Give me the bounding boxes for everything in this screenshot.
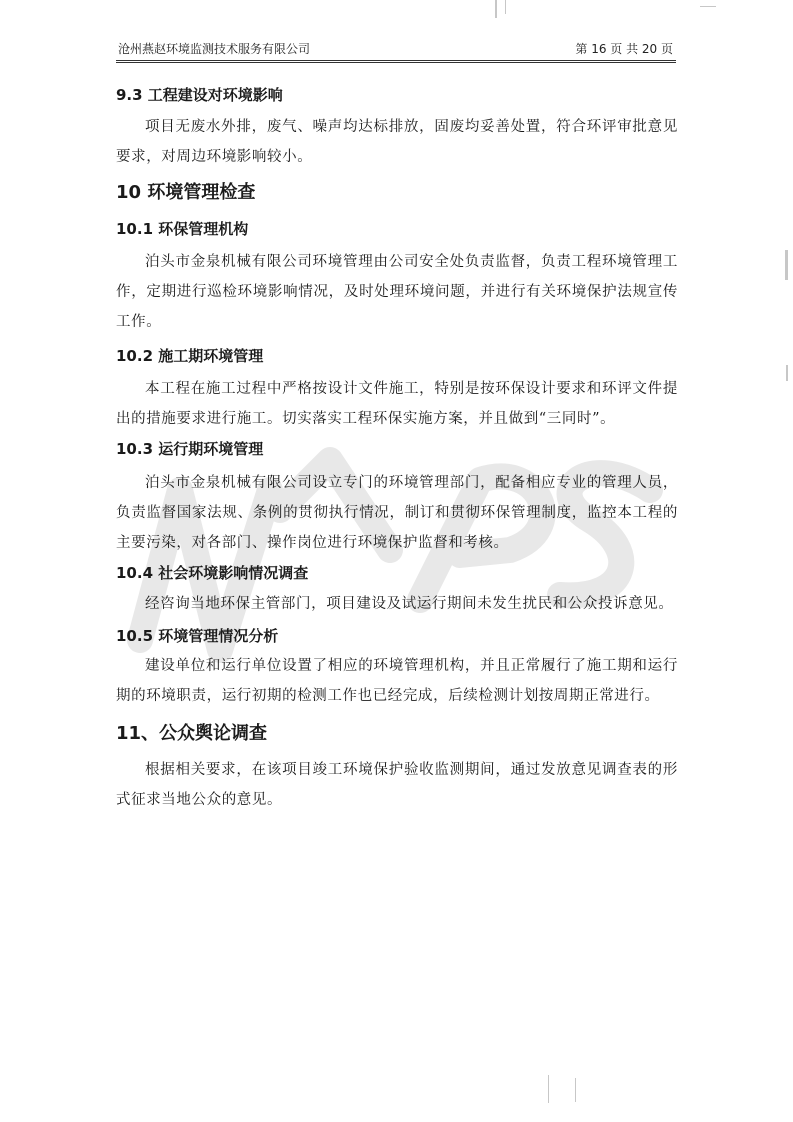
scan-artifact [785, 250, 788, 280]
paragraph-10-3: 泊头市金泉机械有限公司设立专门的环境管理部门，配备相应专业的管理人员，负责监督国家法规、条例的贯彻执行情况，制订和贯彻环保管理制度，监控本工程的主要污染，对各部门、操作岗位进行环境保护监督和考核。 [116, 475, 678, 551]
paragraph-10-1: 泊头市金泉机械有限公司环境管理由公司安全处负责监督，负责工程环境管理工作，定期进行巡检环境影响情况，及时处理环境问题，并进行有关环境保护法规宣传工作。 [116, 254, 678, 330]
section-heading-10-2: 10.2 施工期环境管理 [116, 347, 264, 365]
scan-artifact [786, 365, 788, 381]
section-heading-10-5: 10.5 环境管理情况分析 [116, 627, 279, 645]
scan-artifact [495, 0, 497, 18]
section-heading-10-4: 10.4 社会环境影响情况调查 [116, 564, 309, 582]
main-content [116, 82, 678, 815]
paragraph-10-2: 本工程在施工过程中严格按设计文件施工，特别是按环保设计要求和环评文件提出的措施要求进行施工。切实落实工程环保实施方案，并且做到“三同时”。 [116, 381, 678, 427]
section-heading-9-3: 9.3 工程建设对环境影响 [116, 86, 283, 104]
section-heading-10-1: 10.1 环保管理机构 [116, 220, 249, 238]
scan-artifact [575, 1078, 576, 1102]
scan-artifact [548, 1075, 549, 1103]
paragraph-10-4: 经咨询当地环保主管部门，项目建设及试运行期间未发生扰民和公众投诉意见。 [145, 596, 674, 612]
header-company: 沧州燕赵环境监测技术服务有限公司 [118, 42, 311, 56]
paragraph-10-5: 建设单位和运行单位设置了相应的环境管理机构，并且正常履行了施工期和运行期的环境职责，运行初期的检测工作也已经完成，后续检测计划按周期正常进行。 [116, 658, 678, 704]
header-divider [116, 62, 676, 63]
scan-artifact [505, 0, 506, 14]
paragraph-9-3: 项目无废水外排，废气、噪声均达标排放，固废均妥善处置，符合环评审批意见要求，对周边环境影响较小。 [116, 119, 678, 165]
scan-artifact [700, 6, 716, 7]
header-divider [116, 60, 676, 61]
section-heading-11: 11、公众舆论调查 [116, 723, 268, 744]
header-page-info: 第 16 页 共 20 页 [575, 42, 673, 56]
section-heading-10: 10 环境管理检查 [116, 182, 256, 203]
paragraph-11: 根据相关要求，在该项目竣工环境保护验收监测期间，通过发放意见调查表的形式征求当地公众的意见。 [116, 762, 678, 808]
section-heading-10-3: 10.3 运行期环境管理 [116, 440, 264, 458]
